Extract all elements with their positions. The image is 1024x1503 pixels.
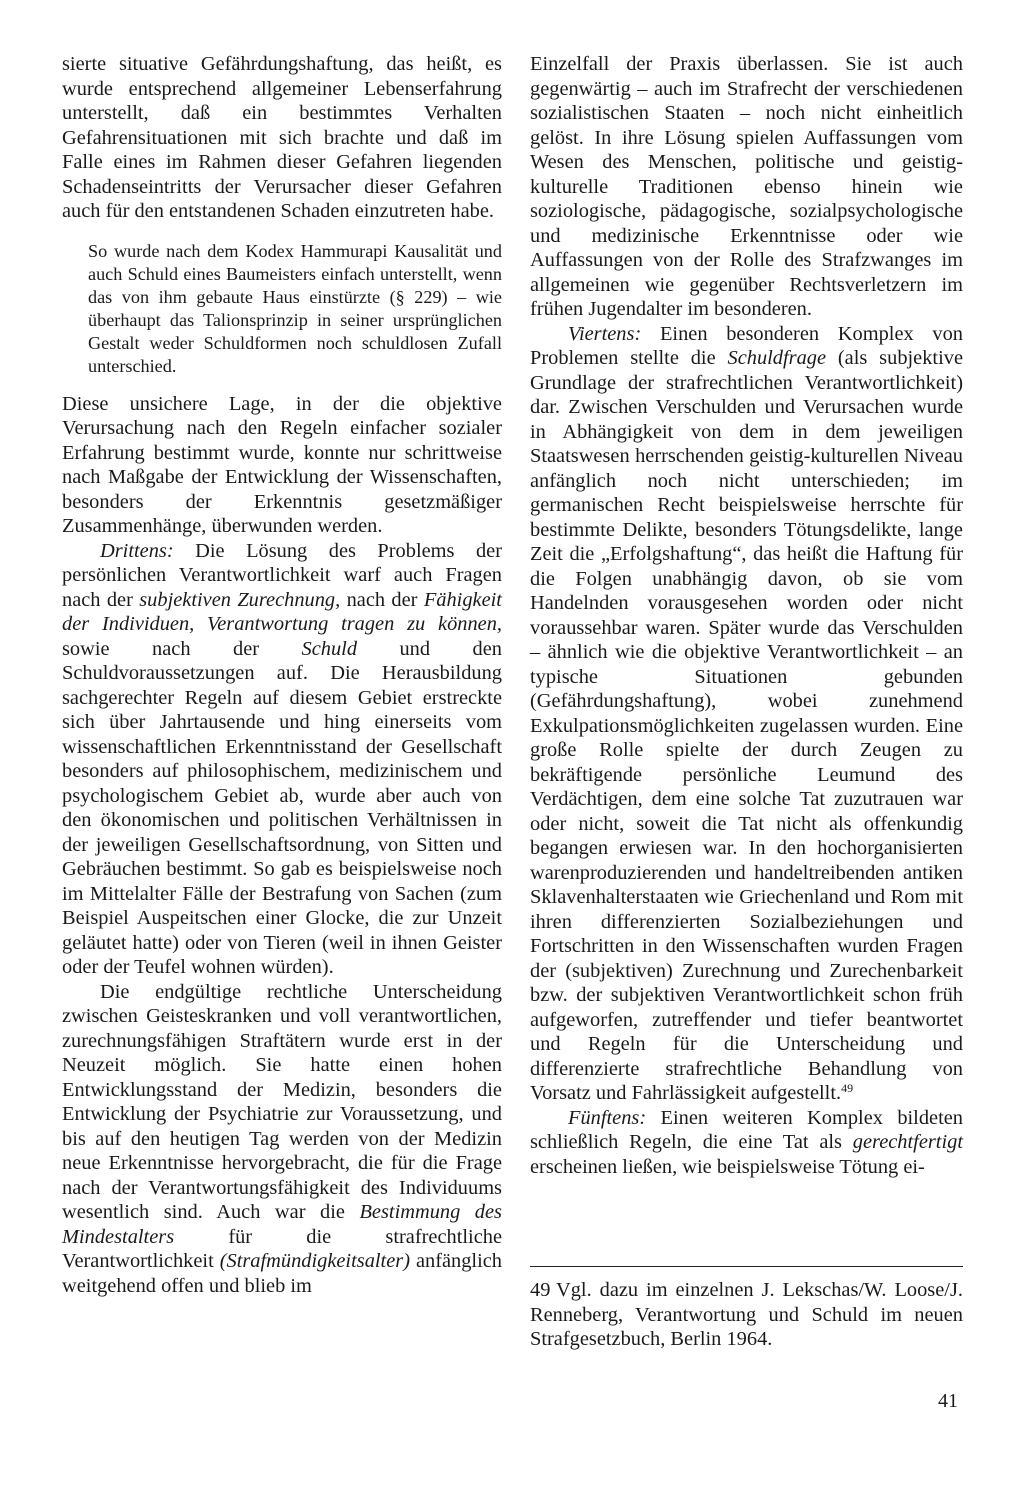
emphasis: Fähigkeit der Individuen, Verantwortung tragen zu können, — [62, 588, 502, 635]
footnote-number: 49 — [530, 1279, 551, 1301]
page-number: 41 — [938, 1390, 958, 1412]
text-run: Einen weiteren Komplex bildeten schließlich Regeln, die eine Tat als — [530, 1106, 963, 1153]
footnote-body: Vgl. dazu im einzelnen J. Lekschas/W. Loose/J. Renneberg, Verantwortung und Schuld im neuen Strafgesetzbuch, Berlin 1964. — [530, 1279, 963, 1350]
text-run: und den Schuldvoraussetzungen auf. Die Herausbildung sachgerechter Regeln auf diesem Gebiet erstreckte sich über Jahrtausende und hing einerseits vom wissenschaftlichen Erkenntnisstand der Gesellschaft besonders auf philosophischem, medizinischem und psychologischem Gebiet ab, wurde aber auch von den ökonomischen und politischen Verhältnissen in der jeweiligen Gesellschaftsordnung, von Sitten und Gebräuchen bestimmt. So gab es beispielsweise noch im Mittelalter Fälle der Bestrafung von Sachen (zum Beispiel Auspeitschen einer Glocke, die zur Unzeit geläutet hatte) oder von Tieren (weil in ihnen Geister oder der Teufel wohnen würden). — [62, 637, 502, 978]
text-run: nach der — [340, 588, 424, 611]
text-run: Einen besonderen Komplex von Problemen stellte die — [530, 322, 963, 369]
paragraph-lead-word: Drittens: — [100, 539, 174, 562]
emphasis: Bestimmung des Mindestalters — [62, 1201, 502, 1248]
emphasis: gerechtfertigt — [852, 1131, 963, 1153]
paragraph-viertens — [530, 322, 963, 1106]
footnote — [530, 1278, 963, 1352]
text-run: erscheinen ließen, wie beispielsweise Tötung ei- — [530, 1155, 925, 1178]
text-run: Die Lösung des Problems der persönlichen Verantwortlichkeit warf auch Fragen nach der — [62, 539, 502, 611]
indented-quote-paragraph: So wurde nach dem Kodex Hammurapi Kausalität und auch Schuld eines Baumeisters einfach unterstellt, wenn das von ihm gebaute Haus einstürzte (§ 229) – wie überhaupt das Talionsprinzip in seiner ursprünglichen Gestalt weder Schuldformen noch schuldlosen Zufall unterschied. — [88, 240, 502, 376]
emphasis: Schuld — [301, 637, 358, 660]
text-run: sowie nach der — [62, 637, 302, 660]
paragraph-fuenftens — [530, 1106, 963, 1180]
footnote-reference[interactable]: 49 — [841, 1081, 854, 1095]
paragraph: Diese unsichere Lage, in der die objektive Verursachung nach den Regeln einfacher sozialer Erfahrung bestimmt wurde, konnte nur schrittweise nach Maßgabe der Entwicklung der Wissenschaften, besonders der Erkenntnis gesetzmäßiger Zusammenhänge, überwunden werden. — [62, 392, 502, 537]
text-run: für die strafrechtliche Verantwortlichkeit — [62, 1225, 502, 1272]
left-column — [62, 52, 502, 1298]
text-run: Die endgültige rechtliche Unterscheidung zwischen Geisteskranken und voll verantwortlichen, zurechnungsfähigen Straftätern wurde erst in der Neuzeit möglich. Sie hatte einen hohen Entwicklungsstand der Medizin, besonders die Entwicklung der Psychiatrie zur Voraussetzung, und bis auf den heutigen Tag werden von der Medizin neue Erkenntnisse hervorgebracht, die für die Frage nach der Verantwortungsfähigkeit des Individuums wesentlich sind. Auch war die — [62, 980, 502, 1223]
paragraph-lead-word: Fünftens: — [568, 1106, 647, 1129]
text-run: anfänglich weitgehend offen und blieb im — [62, 1250, 503, 1297]
paragraph-lead-word: Viertens: — [568, 322, 642, 345]
emphasis: Schuldfrage — [727, 347, 827, 369]
paragraph-drittens — [62, 539, 502, 980]
text-run: (als subjektive Grundlage der strafrechtlichen Verantwortlichkeit) dar. Zwischen Verschulden und Verursachen wurde in Abhängigkeit von dem in dem jeweiligen Staatswesen herrschenden geistig-kulturellen Niveau anfänglich noch nicht unterschieden; im germanischen Recht beispielsweise herrschte für bestimmte Delikte, besonders Tötungsdelikte, lange Zeit die „Erfolgshaftung“, das heißt die Haftung für die Folgen unabhängig davon, ob sie vom Handelnden vorausgesehen worden oder nicht voraussehbar waren. Später wurde das Verschulden – ähnlich wie die objektive Verantwortlichkeit – an typische Situationen gebunden (Gefährdungshaftung), wobei zunehmend Exkulpationsmöglichkeiten zugelassen wurden. Eine große Rolle spielte der durch Zeugen zu bekräftigende persönliche Leumund des Verdächtigen, dem eine solche Tat zuzutrauen war oder nicht, soweit die Tat nicht als offenkundig begangen erwiesen war. In den hochorganisierten warenproduzierenden und handeltreibenden antiken Sklavenhalterstaaten wie Griechenland und Rom mit ihren differenzierten Sozialbeziehungen und Fortschritten in den Wissenschaften wurden Fragen der (subjektiven) Zurechnung und Zurechenbarkeit bzw. der subjektiven Verantwortlichkeit schon früh aufgeworfen, zutreffender und tiefer beantwortet und Regeln für die Unterscheidung und differenzierte strafrechtliche Behandlung von Vorsatz und Fahrlässigkeit aufgestellt. — [530, 347, 963, 1104]
right-column — [530, 52, 963, 1179]
paragraph-continuation: Einzelfall der Praxis überlassen. Sie ist auch gegenwärtig – auch im Strafrecht der verschiedenen sozialistischen Staaten – noch nicht einheitlich gelöst. In ihre Lösung spielen Auffassungen vom Wesen des Menschen, politische und geistig-kulturelle Traditionen ebenso hinein wie soziologische, pädagogische, sozialpsychologische und medizinische Erkenntnisse oder wie Auffassungen von der Rolle des Strafzwanges im allgemeinen wie gegenüber Rechtsverletzern im frühen Jugendalter im besonderen. — [530, 53, 963, 320]
emphasis: (Strafmündigkeitsalter) — [219, 1250, 410, 1272]
paragraph-mindestalter — [62, 980, 502, 1299]
footnote-text — [530, 1278, 963, 1352]
emphasis: subjektiven Zurechnung, — [139, 588, 341, 611]
footnote-divider — [530, 1266, 963, 1267]
paragraph-continuation: sierte situative Gefährdungshaftung, das heißt, es wurde entsprechend allgemeiner Lebenserfahrung unterstellt, daß ein bestimmtes Verhalten Gefahrensituationen mit sich brachte und daß im Falle eines im Rahmen dieser Gefahren liegenden Schadenseintritts der Verursacher dieser Gefahren auch für den entstandenen Schaden einzutreten habe. — [62, 53, 502, 222]
